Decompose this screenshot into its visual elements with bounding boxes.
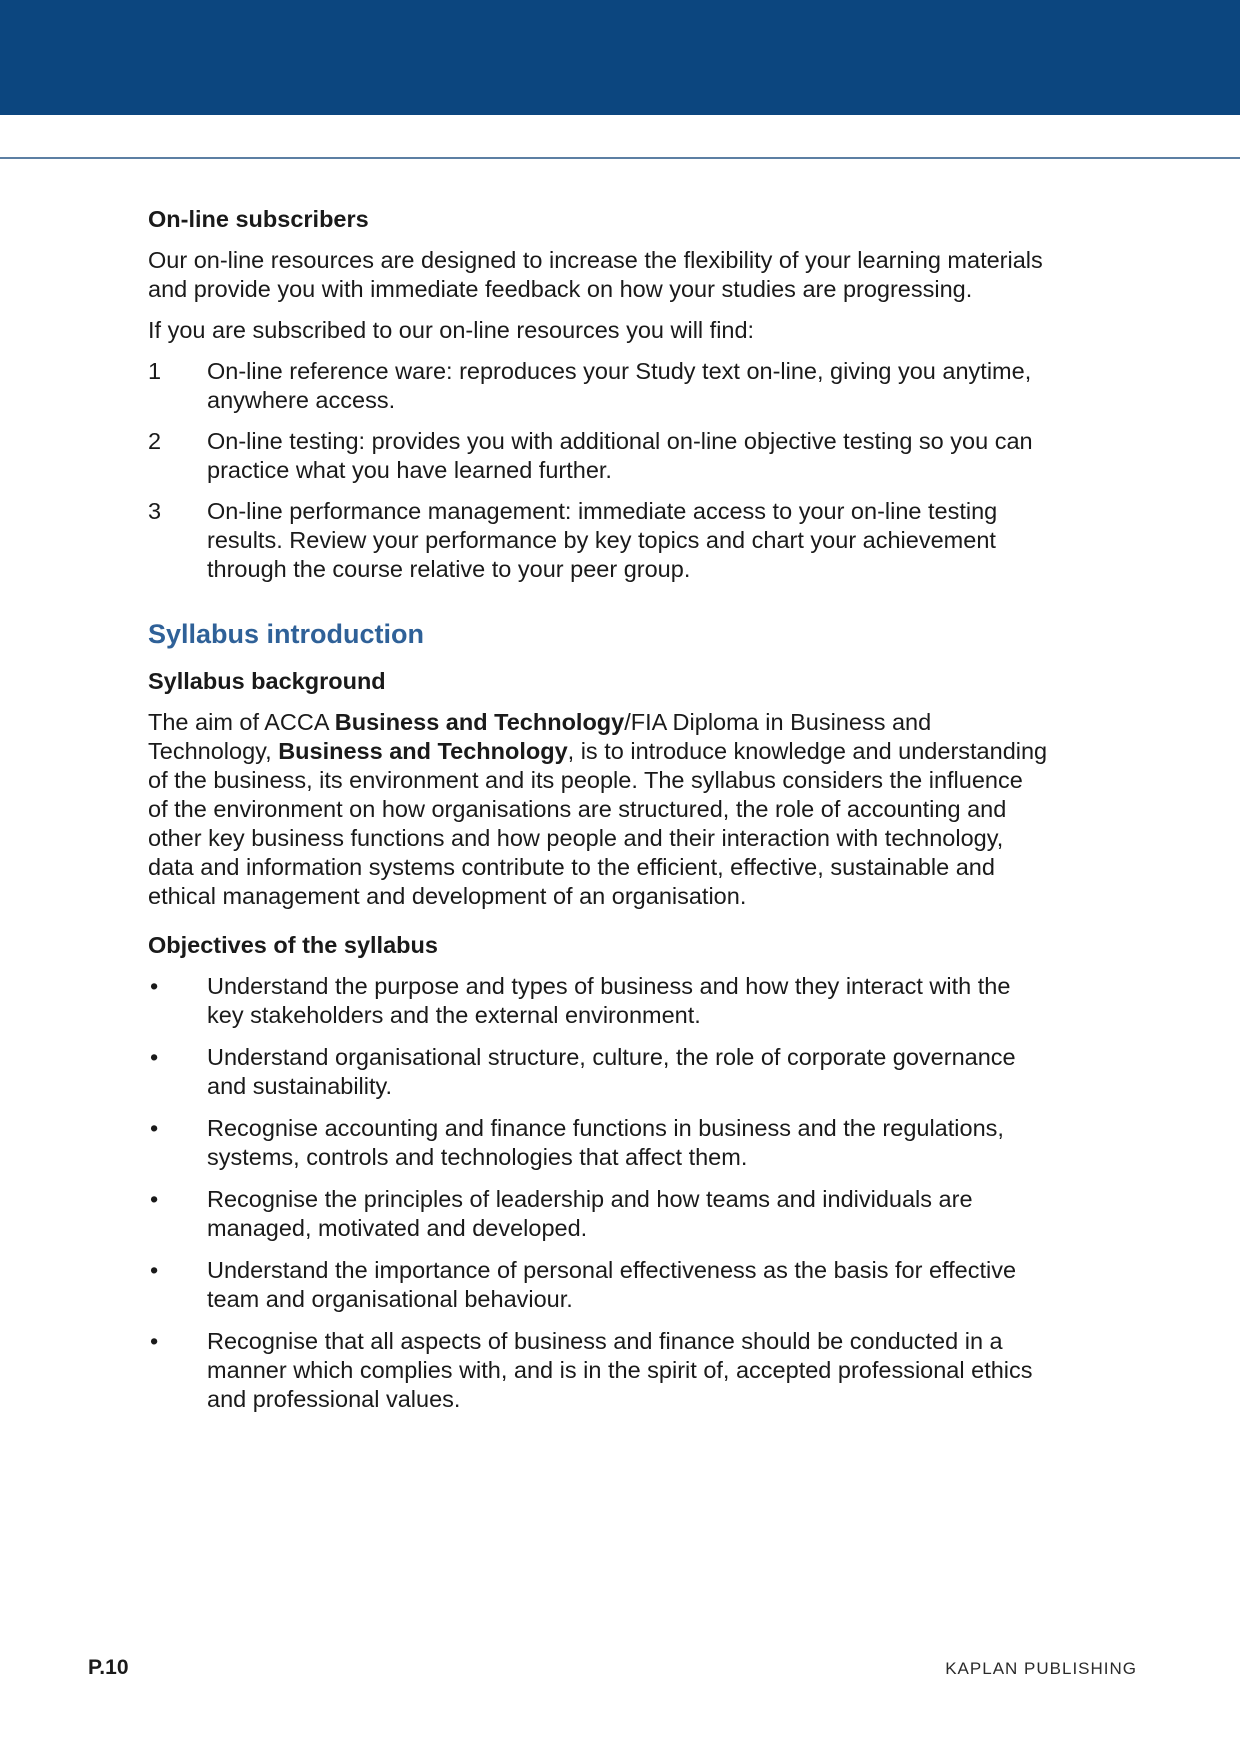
objective-text: Understand the purpose and types of business and how they interact with the key stakeholders and the external environment. — [207, 973, 1011, 1028]
list-item-number: 2 — [148, 428, 162, 454]
background-text-part: , is to introduce knowledge and understanding of the business, its environment and its people. The syllabus considers the influence of the environment on how organisations are structured, the role of accounting and other key business functions and how people and their interaction with technology, data and information systems contribute to the efficient, effective, sustainable and ethical management and development of an organisation. — [148, 738, 1048, 909]
syllabus-background-heading: Syllabus background — [148, 668, 386, 694]
list-item-number: 3 — [148, 498, 162, 524]
online-subscribers-heading: On-line subscribers — [148, 206, 369, 232]
objective-text: Understand the importance of personal effectiveness as the basis for effective team and organisational behaviour. — [207, 1257, 1017, 1312]
objectives-list — [148, 972, 1048, 1414]
list-item-text: On-line reference ware: reproduces your Study text on-line, giving you anytime, anywhere access. — [207, 358, 1032, 413]
publisher-name: KAPLAN PUBLISHING — [945, 1659, 1137, 1678]
list-item — [148, 1185, 1048, 1243]
list-item — [148, 427, 1048, 485]
objective-text: Understand organisational structure, culture, the role of corporate governance and sustainability. — [207, 1044, 1016, 1099]
list-item — [148, 1114, 1048, 1172]
list-item — [148, 357, 1048, 415]
page-number: P.10 — [88, 1656, 129, 1679]
bullet-icon: • — [150, 1115, 159, 1141]
objectives-heading: Objectives of the syllabus — [148, 932, 438, 958]
background-bold-term: Business and Technology — [334, 709, 625, 735]
list-item — [148, 1327, 1048, 1414]
background-bold-term: Business and Technology — [278, 738, 568, 764]
header-band — [0, 0, 1240, 115]
online-intro-paragraph: Our on-line resources are designed to increase the flexibility of your learning materials and provide you with immediate feedback on how your studies are progressing. — [148, 247, 1043, 302]
header-divider — [0, 157, 1240, 159]
page-content — [148, 205, 1048, 1427]
bullet-icon: • — [150, 1328, 159, 1354]
background-text-part: The aim of ACCA — [148, 709, 335, 735]
list-item — [148, 497, 1048, 584]
list-item-number: 1 — [148, 358, 162, 384]
syllabus-introduction-title: Syllabus introduction — [148, 619, 425, 649]
background-text-part: /FIA Diploma in Business and Technology, — [148, 709, 932, 764]
bullet-icon: • — [150, 1257, 159, 1283]
list-item — [148, 1256, 1048, 1314]
online-lead-paragraph: If you are subscribed to our on-line resources you will find: — [148, 317, 755, 343]
online-resources-list — [148, 357, 1048, 584]
list-item — [148, 1043, 1048, 1101]
syllabus-background-paragraph — [148, 708, 1048, 911]
list-item-text: On-line performance management: immediate access to your on-line testing results. Review your performance by key topics and chart your achievement through the course relative to your peer group. — [207, 498, 998, 582]
bullet-icon: • — [150, 1186, 159, 1212]
objective-text: Recognise accounting and finance functions in business and the regulations, systems, controls and technologies that affect them. — [207, 1115, 1004, 1170]
list-item-text: On-line testing: provides you with additional on-line objective testing so you can practice what you have learned further. — [207, 428, 1033, 483]
list-item — [148, 972, 1048, 1030]
objective-text: Recognise the principles of leadership and how teams and individuals are managed, motivated and developed. — [207, 1186, 973, 1241]
bullet-icon: • — [150, 973, 159, 999]
bullet-icon: • — [150, 1044, 159, 1070]
objective-text: Recognise that all aspects of business and finance should be conducted in a manner which complies with, and is in the spirit of, accepted professional ethics and professional values. — [207, 1328, 1033, 1412]
